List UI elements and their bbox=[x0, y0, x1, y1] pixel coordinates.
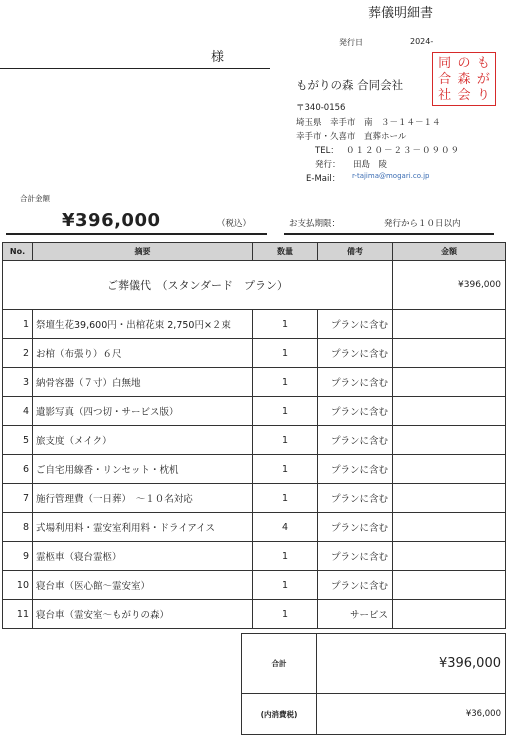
item-number: 8 bbox=[3, 513, 33, 542]
summary-total-label: 合計 bbox=[242, 634, 317, 694]
item-description: 施行管理費（一日葬） ～１０名対応 bbox=[33, 484, 253, 513]
item-amount bbox=[393, 426, 506, 455]
item-number: 11 bbox=[3, 600, 33, 629]
company-name: もがりの森 合同会社 bbox=[296, 78, 404, 92]
due-underline bbox=[284, 233, 494, 235]
seal-character: 会 bbox=[457, 87, 471, 103]
header-note: 備考 bbox=[318, 243, 393, 261]
seal-character: の bbox=[457, 55, 471, 71]
header-quantity: 数量 bbox=[253, 243, 318, 261]
item-quantity: 1 bbox=[253, 310, 318, 339]
item-description: 霊柩車（寝台霊柩） bbox=[33, 542, 253, 571]
item-quantity: 4 bbox=[253, 513, 318, 542]
issuer-label: 発行： bbox=[315, 160, 341, 170]
item-amount bbox=[393, 484, 506, 513]
summary-tax-value: ¥36,000 bbox=[317, 694, 506, 735]
tax-included-note: （税込） bbox=[217, 219, 252, 229]
item-quantity: 1 bbox=[253, 397, 318, 426]
summary-total-value: ¥396,000 bbox=[317, 634, 506, 694]
issuer-name: 田島 陵 bbox=[353, 160, 388, 170]
item-amount bbox=[393, 339, 506, 368]
item-number: 3 bbox=[3, 368, 33, 397]
summary-table bbox=[241, 633, 506, 735]
item-amount bbox=[393, 571, 506, 600]
item-quantity: 1 bbox=[253, 368, 318, 397]
item-number: 10 bbox=[3, 571, 33, 600]
item-number: 5 bbox=[3, 426, 33, 455]
seal-character: 社 bbox=[438, 87, 452, 103]
table-row bbox=[3, 484, 506, 513]
item-number: 7 bbox=[3, 484, 33, 513]
seal-character: 合 bbox=[438, 71, 452, 87]
seal-characters bbox=[435, 55, 493, 103]
item-description: 納骨容器（７寸）白無地 bbox=[33, 368, 253, 397]
item-number: 4 bbox=[3, 397, 33, 426]
total-amount-label: 合計金額 bbox=[20, 194, 50, 203]
issue-date-label: 発行日 bbox=[339, 38, 363, 47]
tel-label: TEL： bbox=[315, 146, 339, 156]
item-description: ご自宅用線香・リンセット・枕机 bbox=[33, 455, 253, 484]
summary-tax-row bbox=[242, 694, 506, 735]
item-number: 9 bbox=[3, 542, 33, 571]
item-quantity: 1 bbox=[253, 600, 318, 629]
summary-total-row bbox=[242, 634, 506, 694]
payment-due-value: 発行から１０日以内 bbox=[384, 219, 461, 229]
item-note: プランに含む bbox=[318, 542, 393, 571]
address-line-1: 埼玉県 幸手市 南 ３－１４－１４ bbox=[296, 118, 441, 128]
item-note: プランに含む bbox=[318, 368, 393, 397]
email-link[interactable]: r-tajima@mogari.co.jp bbox=[352, 172, 430, 180]
item-amount bbox=[393, 455, 506, 484]
seal-character: 同 bbox=[438, 55, 452, 71]
item-quantity: 1 bbox=[253, 571, 318, 600]
summary-tax-label: (内消費税) bbox=[242, 694, 317, 735]
total-underline bbox=[6, 233, 267, 235]
plan-amount: ¥396,000 bbox=[393, 261, 506, 310]
seal-character: が bbox=[476, 71, 490, 87]
item-note: プランに含む bbox=[318, 484, 393, 513]
item-amount bbox=[393, 600, 506, 629]
item-quantity: 1 bbox=[253, 339, 318, 368]
item-note: プランに含む bbox=[318, 426, 393, 455]
item-amount bbox=[393, 397, 506, 426]
item-number: 2 bbox=[3, 339, 33, 368]
item-note: プランに含む bbox=[318, 310, 393, 339]
item-note: プランに含む bbox=[318, 455, 393, 484]
item-description: 寝台車（医心館～霊安室） bbox=[33, 571, 253, 600]
company-seal-stamp bbox=[432, 52, 496, 106]
issue-date-value: 2024- bbox=[410, 37, 434, 46]
item-note: プランに含む bbox=[318, 513, 393, 542]
document-title: 葬儀明細書 bbox=[368, 6, 434, 21]
item-number: 6 bbox=[3, 455, 33, 484]
recipient-underline bbox=[0, 68, 270, 69]
item-quantity: 1 bbox=[253, 484, 318, 513]
item-description: 旅支度（メイク） bbox=[33, 426, 253, 455]
item-description: 寝台車（霊安室～もがりの森） bbox=[33, 600, 253, 629]
table-header-row bbox=[3, 243, 506, 261]
item-quantity: 1 bbox=[253, 455, 318, 484]
item-note: プランに含む bbox=[318, 397, 393, 426]
payment-due-label: お支払期限： bbox=[289, 219, 341, 229]
table-row bbox=[3, 600, 506, 629]
items-table bbox=[2, 242, 506, 629]
table-row bbox=[3, 368, 506, 397]
item-note: プランに含む bbox=[318, 339, 393, 368]
item-description: お棺（布張り）６尺 bbox=[33, 339, 253, 368]
total-amount: ¥396,000 bbox=[62, 210, 161, 231]
item-amount bbox=[393, 513, 506, 542]
table-row bbox=[3, 310, 506, 339]
address-line-2: 幸手市・久喜市 直葬ホール bbox=[296, 132, 407, 142]
postal-code: 〒340-0156 bbox=[296, 103, 346, 113]
table-row bbox=[3, 426, 506, 455]
table-row bbox=[3, 571, 506, 600]
table-row bbox=[3, 542, 506, 571]
item-description: 式場利用料・霊安室利用料・ドライアイス bbox=[33, 513, 253, 542]
item-amount bbox=[393, 310, 506, 339]
tel-number: ０１２０－２３－０９０９ bbox=[346, 146, 461, 156]
item-note: プランに含む bbox=[318, 571, 393, 600]
seal-character: り bbox=[476, 87, 490, 103]
table-row bbox=[3, 455, 506, 484]
header-no: No. bbox=[3, 243, 33, 261]
table-row bbox=[3, 513, 506, 542]
seal-character: も bbox=[476, 55, 490, 71]
seal-character: 森 bbox=[457, 71, 471, 87]
plan-title: ご葬儀代 （スタンダード プラン） bbox=[3, 261, 393, 310]
item-number: 1 bbox=[3, 310, 33, 339]
header-amount: 金額 bbox=[393, 243, 506, 261]
table-row bbox=[3, 339, 506, 368]
email-label: E-Mail： bbox=[306, 174, 341, 184]
item-amount bbox=[393, 368, 506, 397]
header-description: 摘要 bbox=[33, 243, 253, 261]
item-note: サービス bbox=[318, 600, 393, 629]
table-row bbox=[3, 397, 506, 426]
item-description: 遺影写真（四つ切・サービス版） bbox=[33, 397, 253, 426]
item-quantity: 1 bbox=[253, 542, 318, 571]
recipient-suffix: 様 bbox=[211, 50, 225, 65]
item-description: 祭壇生花39,600円・出棺花束 2,750円×２束 bbox=[33, 310, 253, 339]
plan-group-row bbox=[3, 261, 506, 310]
item-amount bbox=[393, 542, 506, 571]
item-quantity: 1 bbox=[253, 426, 318, 455]
